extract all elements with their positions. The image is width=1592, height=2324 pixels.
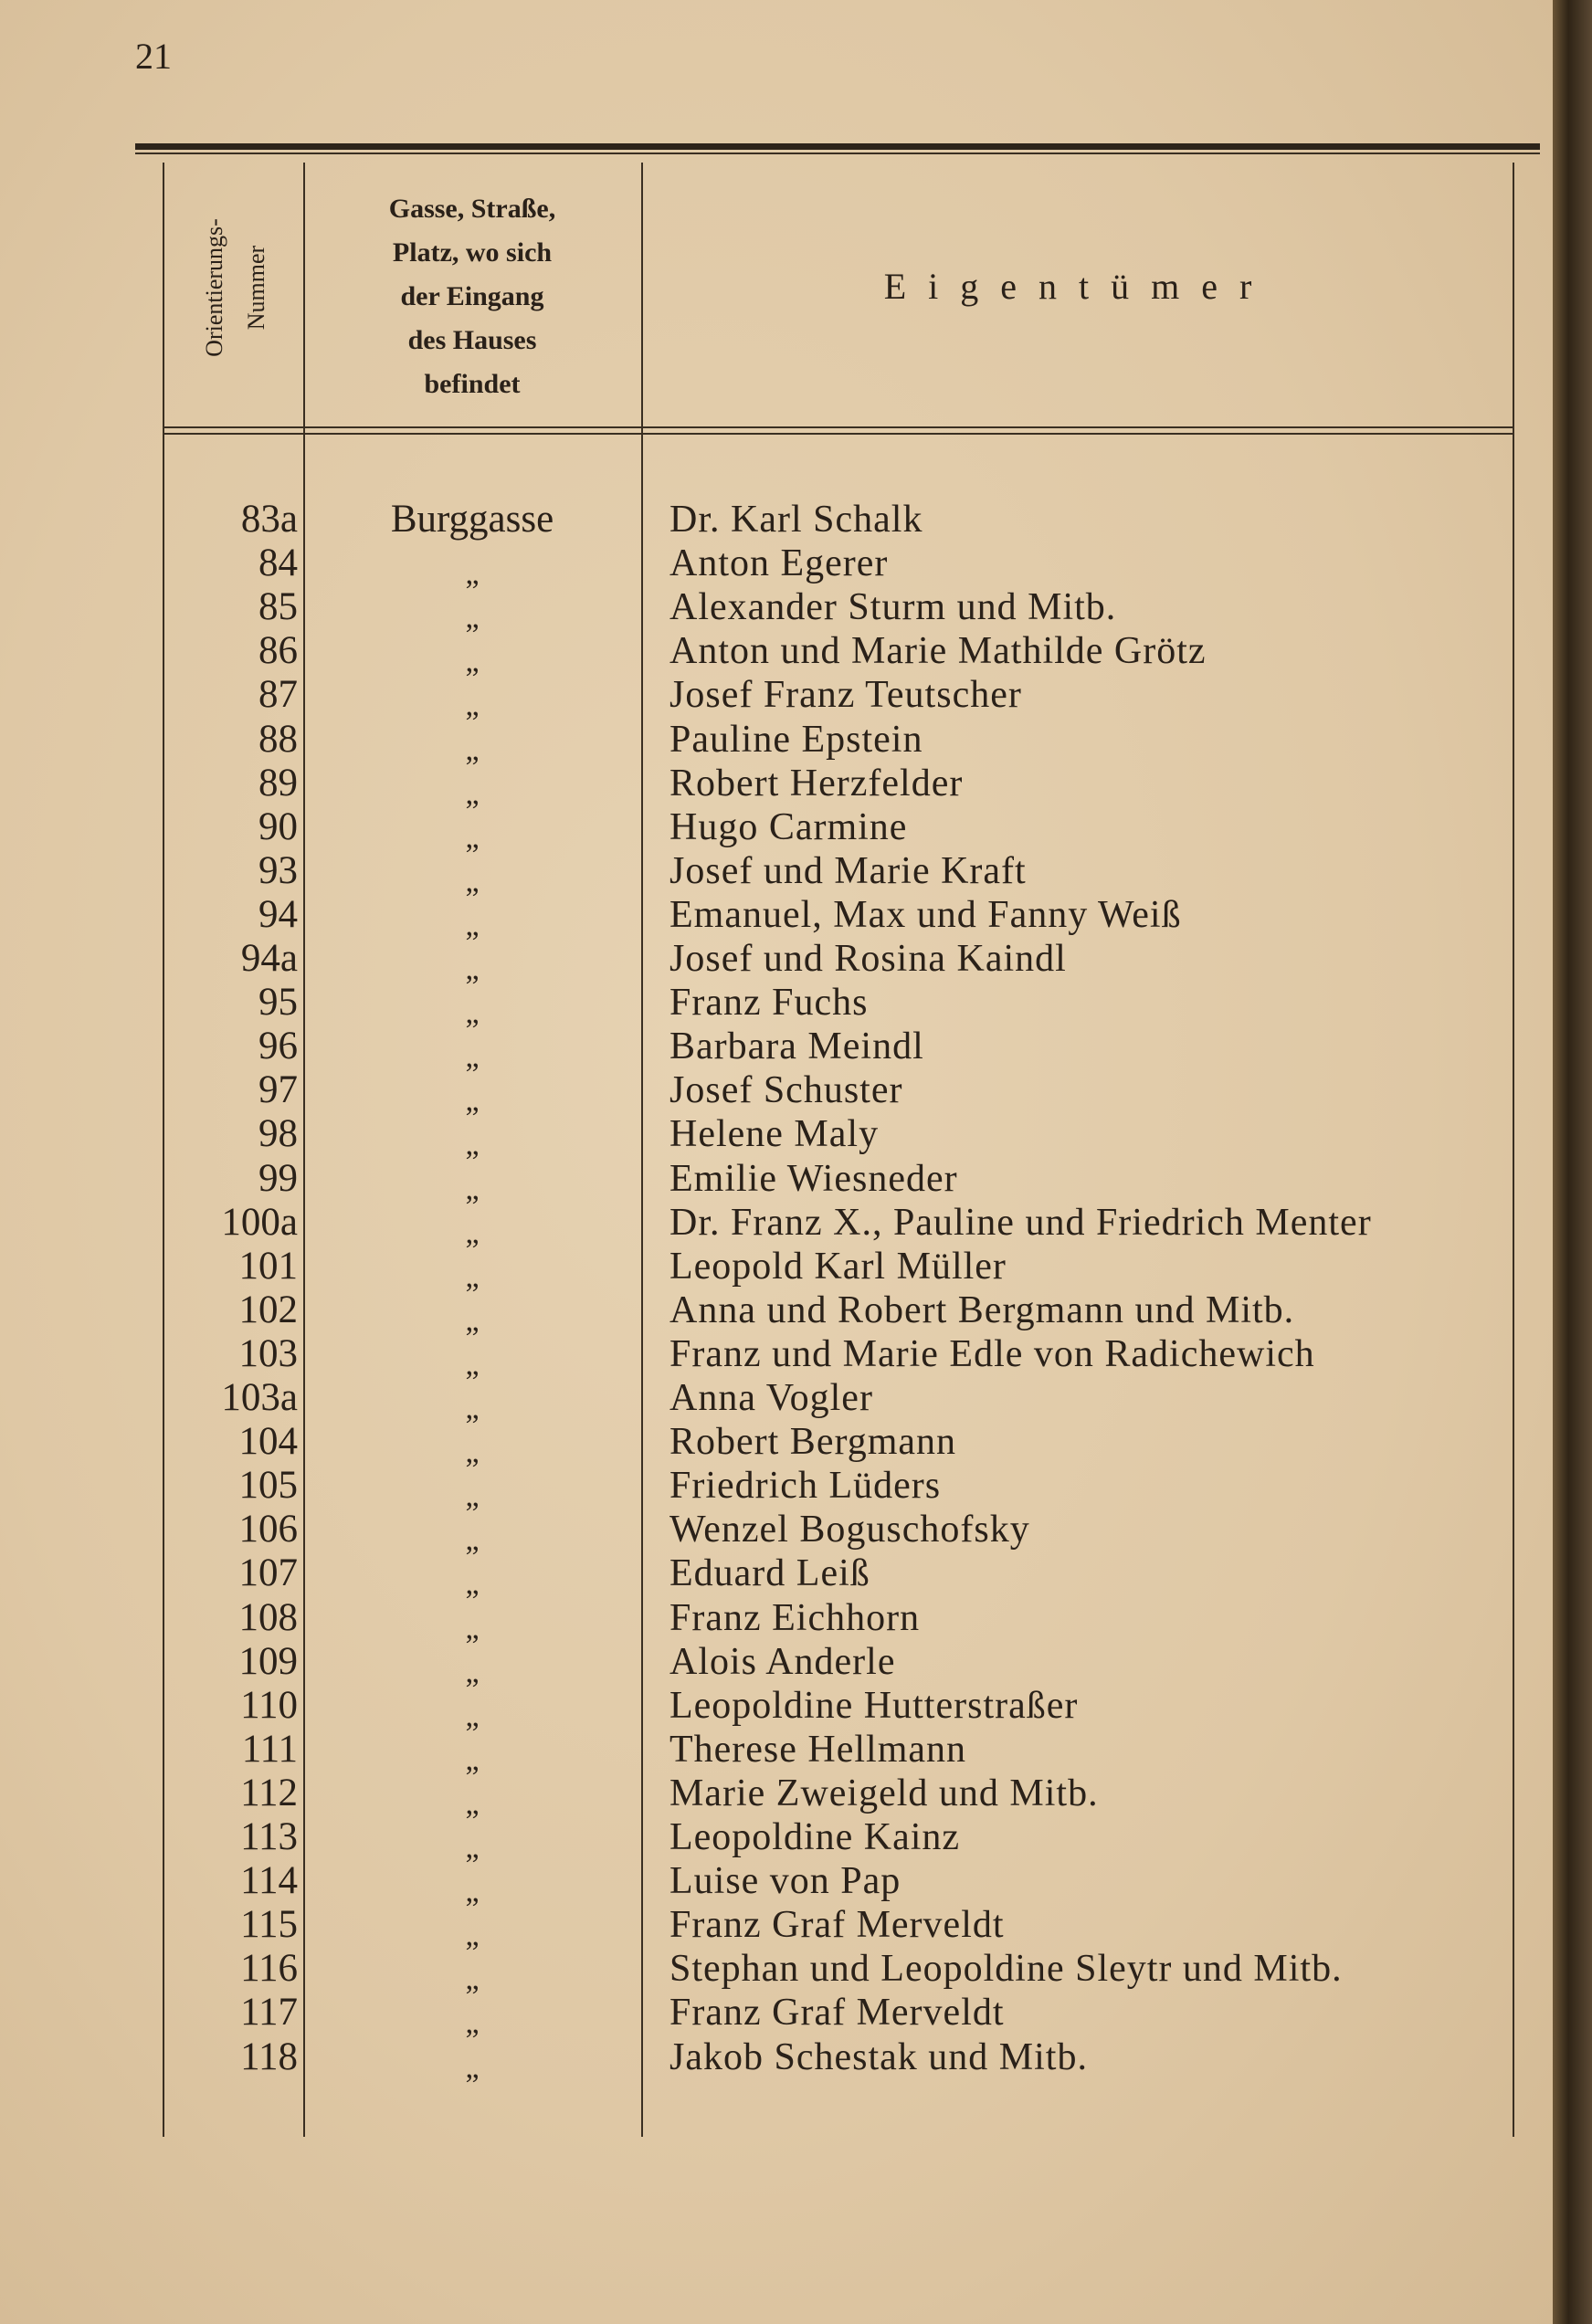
orientierungs-nummer: 99 [258, 1157, 298, 1200]
owner-name: Josef und Marie Kraft [669, 850, 1027, 892]
owner-name: Anna und Robert Bergmann und Mitb. [669, 1289, 1295, 1331]
table-row [0, 849, 1592, 899]
orientierungs-nummer: 111 [241, 1728, 298, 1771]
table-row [0, 893, 1592, 942]
ditto-mark: „ [465, 645, 480, 678]
table-row [0, 498, 1592, 542]
table-row [0, 2035, 1592, 2085]
orientierungs-nummer: 118 [240, 2035, 298, 2078]
header-rule [163, 426, 1514, 428]
ditto-mark: „ [465, 777, 480, 811]
table-row [0, 1728, 1592, 1777]
ditto-mark: „ [465, 1743, 480, 1777]
owner-name: Franz Eichhorn [669, 1597, 921, 1639]
orientierungs-nummer: 113 [240, 1815, 298, 1858]
header-orient-line-1: Orientierungs- [201, 218, 227, 357]
ditto-mark: „ [465, 1787, 480, 1821]
ditto-mark: „ [465, 1304, 480, 1338]
header-gasse-line-2: Platz, wo sich [392, 237, 553, 268]
owner-name: Franz Graf Merveldt [669, 1904, 1005, 1946]
orientierungs-nummer: 103 [238, 1332, 298, 1375]
table-row [0, 542, 1592, 591]
table-row [0, 937, 1592, 986]
table-row [0, 718, 1592, 767]
ditto-mark: „ [465, 733, 480, 767]
owner-name: Anna Vogler [669, 1377, 873, 1419]
table-row [0, 585, 1592, 635]
owner-name: Josef Franz Teutscher [669, 674, 1022, 716]
ditto-mark: „ [465, 1040, 480, 1074]
ditto-mark: „ [465, 821, 480, 855]
ditto-mark: „ [465, 1699, 480, 1733]
ditto-mark: „ [465, 1919, 480, 1952]
header-gasse-line-4: des Hauses [407, 325, 537, 355]
owner-name: Josef und Rosina Kaindl [669, 938, 1067, 980]
orientierungs-nummer: 116 [240, 1947, 298, 1990]
header-orientierungs-nummer [194, 174, 294, 402]
orientierungs-nummer: 83a [240, 498, 298, 541]
ditto-mark: „ [465, 1348, 480, 1382]
ditto-mark: „ [465, 2051, 480, 2085]
header-gasse [307, 187, 638, 406]
owner-name: Robert Bergmann [669, 1421, 957, 1463]
table-row [0, 1772, 1592, 1821]
orientierungs-nummer: 95 [258, 981, 298, 1024]
owner-name: Alois Anderle [669, 1641, 896, 1683]
ditto-mark: „ [465, 1128, 480, 1162]
ditto-mark: „ [465, 1435, 480, 1469]
ditto-mark: „ [465, 1831, 480, 1865]
orientierungs-nummer: 100a [221, 1201, 298, 1244]
orientierungs-nummer: 109 [238, 1640, 298, 1683]
orientierungs-nummer: 90 [258, 805, 298, 848]
orientierungs-nummer: 106 [238, 1508, 298, 1551]
ditto-mark: „ [465, 1612, 480, 1646]
header-rule-2 [163, 433, 1514, 435]
top-rule [135, 143, 1540, 150]
header-gasse-line-5: befindet [424, 369, 521, 399]
orientierungs-nummer: 85 [258, 585, 298, 628]
table-row [0, 1157, 1592, 1206]
ditto-mark: „ [465, 1392, 480, 1425]
owner-name: Anton Egerer [669, 542, 889, 584]
owner-name: Jakob Schestak und Mitb. [669, 2036, 1088, 2078]
table-row [0, 1551, 1592, 1601]
ditto-mark: „ [465, 865, 480, 899]
orientierungs-nummer: 105 [238, 1464, 298, 1507]
table-row [0, 1508, 1592, 1557]
table-row [0, 1112, 1592, 1162]
owner-name: Marie Zweigeld und Mitb. [669, 1772, 1099, 1814]
ditto-mark: „ [465, 689, 480, 722]
orientierungs-nummer: 117 [240, 1991, 298, 2034]
orientierungs-nummer: 107 [238, 1551, 298, 1594]
orientierungs-nummer: 112 [240, 1772, 298, 1814]
owner-name: Franz Fuchs [669, 982, 869, 1024]
orientierungs-nummer: 98 [258, 1112, 298, 1155]
ditto-mark: „ [465, 952, 480, 986]
owner-name: Barbara Meindl [669, 1025, 924, 1067]
orientierungs-nummer: 108 [238, 1596, 298, 1639]
owner-name: Leopoldine Hutterstraßer [669, 1685, 1079, 1727]
table-row [0, 1245, 1592, 1294]
orientierungs-nummer: 96 [258, 1025, 298, 1067]
table-row [0, 1991, 1592, 2040]
table-row [0, 805, 1592, 855]
ditto-mark: „ [465, 1216, 480, 1250]
owner-name: Anton und Marie Mathilde Grötz [669, 630, 1207, 672]
owner-name: Hugo Carmine [669, 806, 908, 848]
table-row [0, 1420, 1592, 1469]
table-row [0, 673, 1592, 722]
owner-name: Luise von Pap [669, 1860, 901, 1902]
page-number: 21 [135, 36, 172, 77]
orientierungs-nummer: 101 [238, 1245, 298, 1288]
orientierungs-nummer: 103a [221, 1376, 298, 1419]
owner-name: Pauline Epstein [669, 719, 923, 761]
orientierungs-nummer: 87 [258, 673, 298, 716]
table-row [0, 762, 1592, 811]
ditto-mark: „ [465, 1173, 480, 1206]
header-eigentuemer: Eigentümer [883, 266, 1274, 307]
table-row [0, 981, 1592, 1030]
ditto-mark: „ [465, 1084, 480, 1118]
table-row [0, 1376, 1592, 1425]
table-row [0, 1596, 1592, 1646]
ditto-mark: „ [465, 2006, 480, 2040]
table-row [0, 1201, 1592, 1250]
table-row [0, 1859, 1592, 1909]
orientierungs-nummer: 94 [258, 893, 298, 936]
owner-name: Emilie Wiesneder [669, 1158, 958, 1200]
owner-name: Robert Herzfelder [669, 762, 964, 804]
table-row [0, 1640, 1592, 1689]
ditto-mark: „ [465, 1523, 480, 1557]
orientierungs-nummer: 86 [258, 629, 298, 672]
owner-name: Leopoldine Kainz [669, 1816, 961, 1858]
owner-name: Eduard Leiß [669, 1552, 870, 1594]
ditto-mark: „ [465, 909, 480, 942]
header-gasse-line-3: der Eingang [400, 281, 544, 311]
owner-name: Dr. Franz X., Pauline und Friedrich Menter [669, 1202, 1372, 1244]
ditto-mark: „ [465, 601, 480, 635]
owner-name: Alexander Sturm und Mitb. [669, 586, 1117, 628]
owner-name: Leopold Karl Müller [669, 1246, 1007, 1288]
table-row [0, 629, 1592, 678]
table-row [0, 1332, 1592, 1382]
orientierungs-nummer: 84 [258, 542, 298, 584]
ditto-mark: „ [465, 1567, 480, 1601]
orientierungs-nummer: 89 [258, 762, 298, 804]
orientierungs-nummer: 102 [238, 1288, 298, 1331]
table-row [0, 1288, 1592, 1338]
table-row [0, 1068, 1592, 1118]
orientierungs-nummer: 97 [258, 1068, 298, 1111]
ditto-mark: „ [465, 1962, 480, 1996]
table-row [0, 1815, 1592, 1865]
owner-name: Josef Schuster [669, 1069, 903, 1111]
table-row [0, 1947, 1592, 1996]
ditto-mark: „ [465, 1656, 480, 1689]
ditto-mark: „ [465, 1875, 480, 1909]
header-orient-line-2: Nummer [243, 245, 269, 331]
street-name: Burggasse [390, 498, 554, 541]
table-row [0, 1464, 1592, 1513]
ditto-mark: „ [465, 996, 480, 1030]
header-gasse-line-1: Gasse, Straße, [388, 194, 556, 224]
owner-name: Stephan und Leopoldine Sleytr und Mitb. [669, 1948, 1343, 1990]
orientierungs-nummer: 104 [238, 1420, 298, 1463]
orientierungs-nummer: 88 [258, 718, 298, 761]
ditto-mark: „ [465, 1260, 480, 1294]
orientierungs-nummer: 110 [240, 1684, 298, 1727]
orientierungs-nummer: 115 [240, 1903, 298, 1946]
table-row [0, 1903, 1592, 1952]
owner-name: Emanuel, Max und Fanny Weiß [669, 894, 1182, 936]
orientierungs-nummer: 114 [240, 1859, 298, 1902]
owner-name: Franz und Marie Edle von Radichewich [669, 1333, 1315, 1375]
owner-name: Therese Hellmann [669, 1729, 967, 1771]
owner-name: Helene Maly [669, 1113, 880, 1155]
table-row [0, 1025, 1592, 1074]
owner-name: Franz Graf Merveldt [669, 1992, 1005, 2034]
ditto-mark: „ [465, 1479, 480, 1513]
owner-name: Friedrich Lüders [669, 1465, 942, 1507]
top-rule-thin [135, 152, 1540, 154]
ditto-mark: „ [465, 557, 480, 591]
table-row [0, 1684, 1592, 1733]
owner-name: Wenzel Boguschofsky [669, 1509, 1030, 1551]
orientierungs-nummer: 94a [240, 937, 298, 980]
owner-name: Dr. Karl Schalk [669, 499, 923, 541]
orientierungs-nummer: 93 [258, 849, 298, 892]
